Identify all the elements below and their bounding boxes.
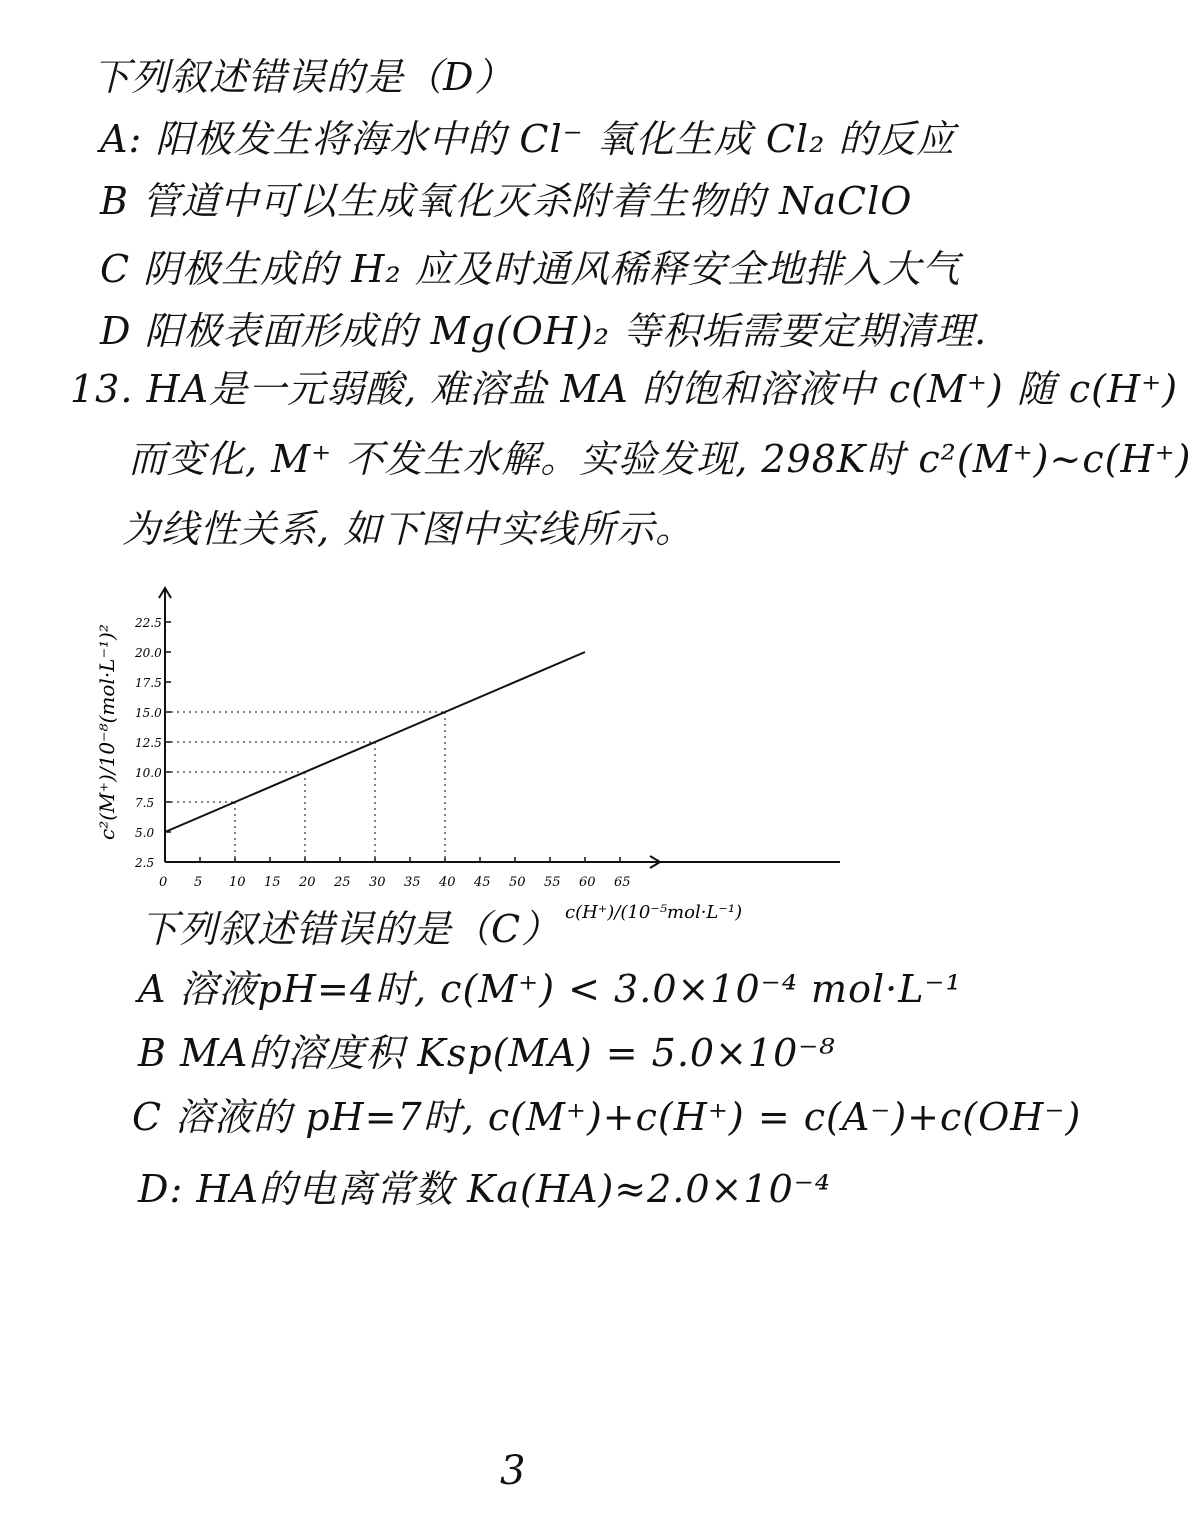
- x-tick-label: 20: [299, 875, 316, 890]
- option-b: B 管道中可以生成氧化灭杀附着生物的 NaClO: [100, 179, 913, 223]
- y-tick-label: 10.0: [135, 766, 162, 780]
- y-tick-label: 12.5: [135, 736, 162, 750]
- option-a-2: A 溶液pH=4时, c(M⁺) < 3.0×10⁻⁴ mol·L⁻¹: [138, 967, 962, 1011]
- x-tick-label: 0: [159, 875, 168, 890]
- y-tick-label: 20.0: [135, 646, 162, 660]
- y-tick-label: 2.5: [135, 856, 155, 870]
- option-a: A: 阳极发生将海水中的 Cl⁻ 氧化生成 Cl₂ 的反应: [100, 117, 956, 161]
- y-axis-label: c²(M⁺)/10⁻⁸(mol·L⁻¹)²: [95, 624, 119, 840]
- y-tick-label: 22.5: [135, 616, 162, 630]
- x-tick-label: 60: [579, 875, 596, 890]
- chart-series: [165, 652, 585, 832]
- page-number: 3: [500, 1448, 526, 1494]
- x-tick-label: 50: [509, 875, 526, 890]
- x-tick-label: 30: [369, 875, 386, 890]
- x-tick-label: 25: [334, 875, 351, 890]
- question-13-line-3: 为线性关系, 如下图中实线所示。: [122, 507, 695, 551]
- y-tick-label: 15.0: [135, 706, 162, 720]
- y-tick-label: 17.5: [135, 676, 162, 690]
- y-tick-label: 5.0: [135, 826, 155, 840]
- chart-axes: [159, 588, 840, 868]
- option-c-2: C 溶液的 pH=7时, c(M⁺)+c(H⁺) = c(A⁻)+c(OH⁻): [132, 1095, 1082, 1139]
- x-tick-label: 40: [439, 875, 456, 890]
- question-13-line-2: 而变化, M⁺ 不发生水解。实验发现, 298K时 c²(M⁺)~c(H⁺): [128, 437, 1191, 481]
- x-tick-label: 5: [194, 875, 203, 890]
- question-13-line-1: 13. HA是一元弱酸, 难溶盐 MA 的饱和溶液中 c(M⁺) 随 c(H⁺): [70, 367, 1179, 411]
- question-2-title: 下列叙述错误的是（C）: [140, 907, 561, 951]
- x-tick-label: 45: [474, 875, 491, 890]
- chart-guides: [165, 712, 445, 862]
- option-c: C 阴极生成的 H₂ 应及时通风稀释安全地排入大气: [100, 247, 961, 291]
- option-b-2: B MA的溶度积 Ksp(MA) = 5.0×10⁻⁸: [138, 1031, 836, 1075]
- x-tick-label: 15: [264, 875, 281, 890]
- x-tick-label: 10: [229, 875, 246, 890]
- option-d: D 阳极表面形成的 Mg(OH)₂ 等积垢需要定期清理.: [100, 309, 988, 353]
- x-tick-label: 35: [404, 875, 421, 890]
- question-title: 下列叙述错误的是（D）: [92, 55, 514, 99]
- x-tick-label: 55: [544, 875, 561, 890]
- option-d-2: D: HA的电离常数 Ka(HA)≈2.0×10⁻⁴: [138, 1167, 832, 1211]
- line-chart: [60, 570, 880, 940]
- x-tick-label: 65: [614, 875, 631, 890]
- chart-ticks: [134, 616, 631, 890]
- x-axis-label: c(H⁺)/(10⁻⁵mol·L⁻¹): [565, 902, 743, 923]
- y-tick-label: 7.5: [135, 796, 155, 810]
- series-line: [165, 652, 585, 832]
